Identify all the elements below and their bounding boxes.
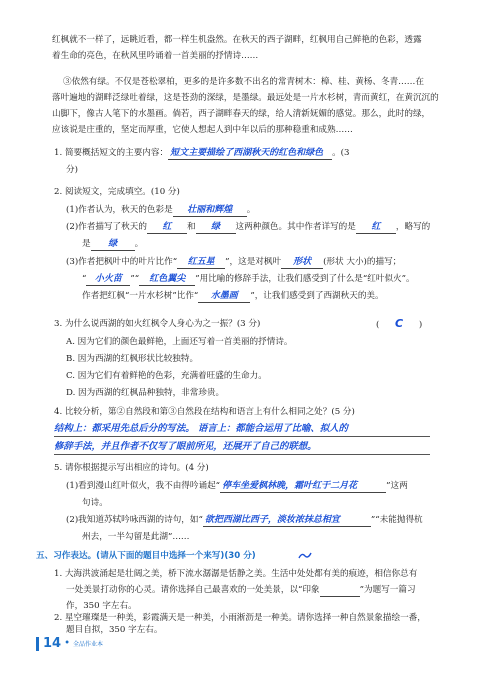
q2-sub1: (1)作者认为，秋天的色彩是 壮丽和辉煌 。 [66, 205, 256, 215]
title-blank[interactable] [320, 584, 360, 597]
footer-dot: • [64, 638, 70, 649]
q2-text: 阅读短文，完成填空。(10 分) [64, 187, 180, 197]
answer-rule [54, 454, 430, 455]
answer-rule [54, 436, 430, 437]
writing-item-2-line-1: 2. 星空璀璨是一种美，彩霞满天是一种美，小雨淅沥是一种美。请你选择一种自然景象描绘一番， [54, 613, 426, 623]
writing-item-1[interactable]: 1. 大海洪波涌起是壮阔之美，桥下流水潺潺是恬静之美。生活中处处都有美的痕迹，相信你总有 [54, 569, 418, 579]
q1-score: 。(3 [332, 148, 350, 158]
q2-sub2-cont: 是 绿 。 [82, 239, 144, 249]
q4-answer-line-2[interactable]: 修辞手法，并且作者不仅写了眼前所见，还展开了自己的联想。 [54, 441, 317, 452]
q3-option-d[interactable]: D. 因为西湖的红枫品种独特，非常珍贵。 [66, 388, 225, 398]
q2-sub3-cont-2: 作者把红枫“一片水杉树”比作“ 水墨画 ”，让我们感受到了西湖秋天的美。 [82, 291, 384, 301]
q3-answer-bracket: ( C ) [376, 317, 423, 330]
footer-bar [36, 637, 39, 651]
q5-sub1-cont: 句诗。 [82, 498, 108, 508]
q5-sub2: (2)我知道苏轼吟咏西湖的诗句，如“ 欲把西湖比西子，淡妆浓抹总相宜 ”“未能抛得杭 [66, 515, 423, 525]
book-title: 全品作业本 [73, 641, 104, 648]
q2-sub2: (2)作者描写了秋天的 红 和 绿 这两种颜色。其中作者详写的是 红 ，略写的 [66, 222, 431, 232]
q5-text: 请你根据提示写出相应的诗句。(4 分) [64, 463, 209, 473]
q2-number: 2. [54, 187, 63, 197]
pen-mark-icon [298, 551, 314, 560]
q3-option-b[interactable]: B. 因为西湖的红枫形状比较独特。 [66, 354, 199, 364]
page-footer [36, 636, 103, 651]
passage-line: ③依然有绿。不仅是苍松翠柏，更多的是许多数不出名的常青树木：樟、桂、黄杨、冬青……在 [63, 77, 424, 87]
q5-sub1-answer[interactable]: 停车坐爱枫林晚，霜叶红于二月花 [220, 480, 386, 493]
q5-sub2-answer[interactable]: 欲把西湖比西子，淡妆浓抹总相宜 [203, 514, 371, 527]
passage-line: 山脚下，像古人笔下的水墨画。倘若，西子湖畔春天的绿，给人清新妩媚的感觉。那么，此时的绿， [52, 109, 431, 119]
writing-item-1-cont: 一处美景打动你的心灵。请你选择自己最喜欢的一处美景，以“印象 ”为题写一篇习 [66, 585, 416, 595]
q2-sub3-answer-5[interactable]: 水墨画 [198, 290, 250, 303]
writing-item-2-line-2: 题目自拟，350 字左右。 [66, 625, 163, 635]
q2-sub2-answer-1[interactable]: 红 [147, 221, 187, 234]
q3-option-c[interactable]: C. 因为它们有着鲜艳的色彩，充满着旺盛的生命力。 [66, 371, 267, 381]
q4-text: 比较分析，第②自然段和第③自然段在结构和语言上有什么相同之处？(5 分) [64, 407, 355, 417]
passage-line: 着生命的亮色，在秋风里吟诵着一首美丽的抒情诗…… [52, 51, 259, 61]
q2-sub3-answer-4[interactable]: 红色翼尖 [139, 273, 195, 286]
q3-number: 3. [54, 319, 63, 329]
writing-item-1-cont-2: 作，350 字左右。 [66, 601, 137, 611]
q2-sub3-answer-2[interactable]: 形状 [281, 256, 323, 269]
q1-answer[interactable]: 短文主要描绘了西湖秋天的红色和绿色 [168, 147, 332, 160]
q3-answer[interactable]: C [395, 317, 404, 330]
q4-number: 4. [54, 407, 63, 417]
q1-score-cont: 分) [66, 165, 78, 175]
q5-sub2-cont: 州去，一半勾留是此湖”…… [82, 532, 190, 542]
q2-sub2-answer-4[interactable]: 绿 [91, 238, 135, 251]
q2-sub1-answer[interactable]: 壮丽和辉煌 [173, 204, 247, 217]
q5-sub1: (1)看到漫山红叶似火，我不由得吟诵起“ 停车坐爱枫林晚，霜叶红于二月花 ”这两 [66, 481, 408, 491]
q3-option-a[interactable]: A. 因为它们的颜色最鲜艳，上面还写着一首美丽的抒情诗。 [66, 337, 293, 347]
passage-line: 红枫就不一样了，远眺近看，都一样生机盎然。在秋天的西子湖畔，红枫用自己鲜艳的色彩，透露 [52, 35, 422, 45]
section-title: 五、习作表达。(请从下面的题目中选择一个来写)(30 分) [36, 551, 256, 561]
q1-number: 1. [54, 148, 63, 158]
passage-line: 应该说是庄重的，坚定而厚重，它使人想起人到中年以后的那种稳重和成熟…… [52, 125, 353, 135]
q2-sub2-answer-3[interactable]: 红 [356, 221, 396, 234]
page-number: 14 [43, 636, 62, 651]
q5-number: 5. [54, 463, 63, 473]
q2-sub3-cont: “ 小火苗 ”“ 红色翼尖 ”用比喻的修辞手法，让我们感受到了什么是“红叶似火”。 [82, 274, 415, 284]
q4-answer-line-1[interactable]: 结构上：都采用先总后分的写法。 语言上：都能合运用了比喻、拟人的 [54, 423, 348, 434]
q2-sub3-answer-3[interactable]: 小火苗 [86, 273, 130, 286]
q1-line [54, 147, 350, 160]
passage-line: 落叶遍地的湖畔泛绿吐着绿，这是苍劲的深绿，是墨绿。最远处是一片水杉树，青而黄红，在黄沉沉的 [52, 93, 439, 103]
q1-text: 简要概括短文的主要内容： [64, 148, 169, 158]
q2-sub3-answer-1[interactable]: 红五星 [177, 256, 225, 269]
q2-sub3: (3)作者把枫叶中的叶片比作“ 红五星 ”，这是对枫叶 形状 (形状 大小)的描写； [66, 257, 402, 267]
q2-sub2-answer-2[interactable]: 绿 [196, 221, 236, 234]
q3-text: 为什么说西湖的如火红枫令人身心为之一振？(3 分) [64, 319, 261, 329]
